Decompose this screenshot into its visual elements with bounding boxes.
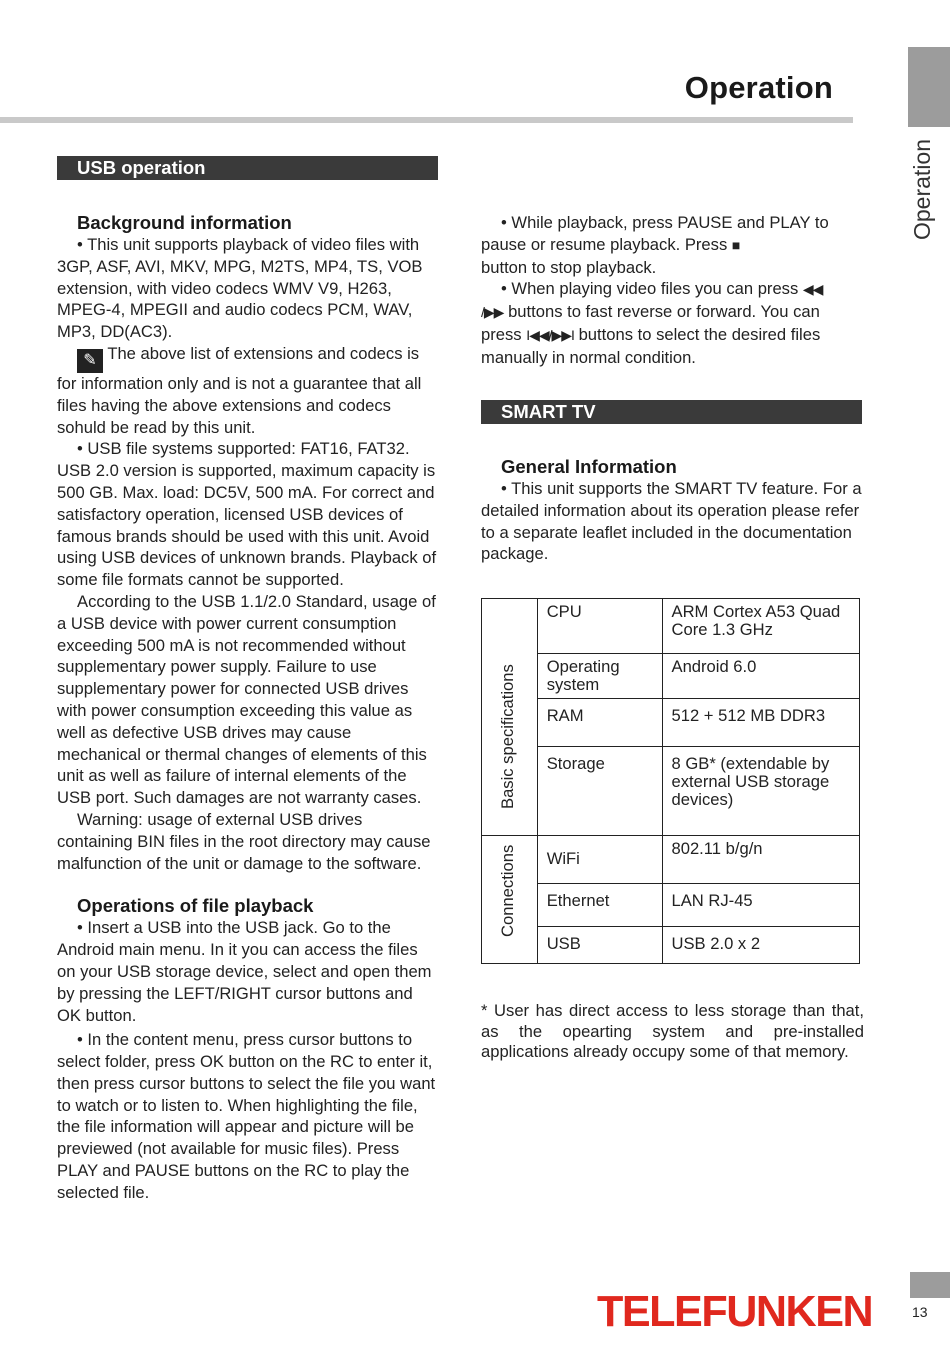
side-tab-label-box	[909, 140, 935, 240]
general-info-paragraph: • This unit supports the SMART TV feature. For a detailed information about its operation please refer to a separate leaflet included in the documentation package.	[481, 479, 862, 564]
spec-label: Ethernet	[537, 884, 662, 927]
spec-label: CPU	[537, 599, 662, 654]
table-row	[482, 747, 860, 836]
table-row	[482, 836, 860, 884]
bg-paragraph-2: • USB file systems supported: FAT16, FAT32. USB 2.0 version is supported, maximum capacity is 500 GB. Max. load: DC5V, 500 mA. For correct and satisfactory operation, licensed USB devices of famous brands should be used with this unit. Avoid using USB devices of unknown brands. Playback of some file formats cannot be supported.	[57, 439, 437, 590]
background-heading: Background information	[77, 212, 292, 233]
playback-text-2c: buttons to select the desired files manually in normal condition.	[481, 324, 821, 367]
stop-icon: ■	[731, 236, 740, 253]
note-pencil-icon: ✎	[77, 349, 103, 373]
bg-paragraph-1: • This unit supports playback of video files with 3GP, ASF, AVI, MKV, MPG, M2TS, MP4, TS, VOB extension, with video codecs WMV V9, H263, MPEG-4, MPEGII and audio codecs PCM, WAV, MP3, DD(AC3).	[57, 235, 423, 342]
general-info-heading: General Information	[501, 456, 677, 477]
playback-text-1b: button to stop playback.	[481, 257, 657, 277]
rewind-icon: ◀◀	[802, 281, 823, 298]
spec-label: Operating system	[537, 654, 662, 699]
bg-paragraph-4: Warning: usage of external USB drives containing BIN files in the root directory may cause malfunction of the unit or damage to the software.	[57, 809, 431, 873]
spec-value: 8 GB* (extendable by external USB storage devices)	[662, 747, 860, 836]
playback-paragraph-1	[481, 212, 864, 278]
playback-text-2a: • When playing video files you can press	[501, 279, 799, 299]
bg-note	[57, 343, 438, 438]
telefunken-logo: TELEFUNKEN	[597, 1287, 873, 1336]
bg-note-text: The above list of extensions and codecs is for information only and is not a guarantee that all files having the above extensions and codecs sohuld be read by this unit.	[57, 343, 422, 437]
bg-paragraph-3: According to the USB 1.1/2.0 Standard, usage of a USB device with power current consumption exceeding 500 mA is not recommended without supplementary power supply. Failure to use supplementary power for connected USB drives with power consumption exceeding this value as well as defective USB drives may cause mechanical or thermal changes of elements of this unit as well as failure of internal elements of the USB port. Such damages are not warranty cases.	[57, 591, 436, 808]
spec-value: 512 + 512 MB DDR3	[662, 699, 860, 747]
section-bar-usb: USB operation	[57, 156, 438, 180]
spec-value: Android 6.0	[662, 654, 860, 699]
ops-paragraph-2: • In the content menu, press cursor buttons to select folder, press OK button on the RC to enter it, then press cursor buttons to select the file you want to watch or to listen to. When highlighting the file, the file information will appear and picture will be previewed (not available for music files). Press PLAY and PAUSE buttons on the RC to play the selected file.	[57, 1030, 436, 1202]
spec-value: 802.11 b/g/n	[662, 836, 860, 884]
ops-paragraph-1: • Insert a USB into the USB jack. Go to the Android main menu. In it you can access the files on your USB storage device, select and open them by pressing the LEFT/RIGHT cursor buttons and OK button.	[57, 918, 432, 1025]
page-number: 13	[912, 1304, 928, 1320]
section-bar-smart-tv: SMART TV	[481, 400, 862, 424]
table-row	[482, 927, 860, 964]
right-column-top	[481, 212, 864, 369]
left-column	[57, 212, 438, 1204]
playback-paragraph-2	[481, 278, 864, 368]
skip-icon: I◀◀/▶▶I	[526, 326, 574, 343]
group-basic-label: Basic specifications	[498, 664, 518, 809]
spec-label: USB	[537, 927, 662, 964]
group-basic-cell	[482, 599, 538, 836]
group-connections-cell	[482, 836, 538, 964]
storage-footnote: * User has direct access to less storage than that, as the opearting system and pre-installed applications already occupy some of that memory.	[481, 1001, 864, 1061]
table-row	[482, 654, 860, 699]
spec-value: USB 2.0 x 2	[662, 927, 860, 964]
side-tab-marker	[908, 47, 950, 127]
spec-label: WiFi	[537, 836, 662, 884]
spec-table	[481, 598, 860, 964]
spec-label: Storage	[537, 747, 662, 836]
group-connections-label: Connections	[498, 844, 518, 937]
side-tab-label: Operation	[909, 138, 935, 240]
table-row	[482, 699, 860, 747]
fast-forward-icon: /▶▶	[481, 304, 504, 321]
table-row	[482, 884, 860, 927]
title-divider	[0, 117, 853, 123]
page-tab-marker	[910, 1272, 950, 1298]
spec-label: RAM	[537, 699, 662, 747]
operations-heading: Operations of file playback	[77, 895, 314, 917]
spec-value: ARM Cortex A53 Quad Core 1.3 GHz	[662, 599, 860, 654]
playback-text-2b: buttons to fast reverse or forward. You can press	[481, 302, 820, 344]
table-row	[482, 599, 860, 654]
spec-value: LAN RJ-45	[662, 884, 860, 927]
page-title: Operation	[684, 70, 833, 105]
general-info-block	[481, 456, 864, 565]
playback-text-1a: • While playback, press PAUSE and PLAY to pause or resume playback. Press	[481, 213, 829, 254]
